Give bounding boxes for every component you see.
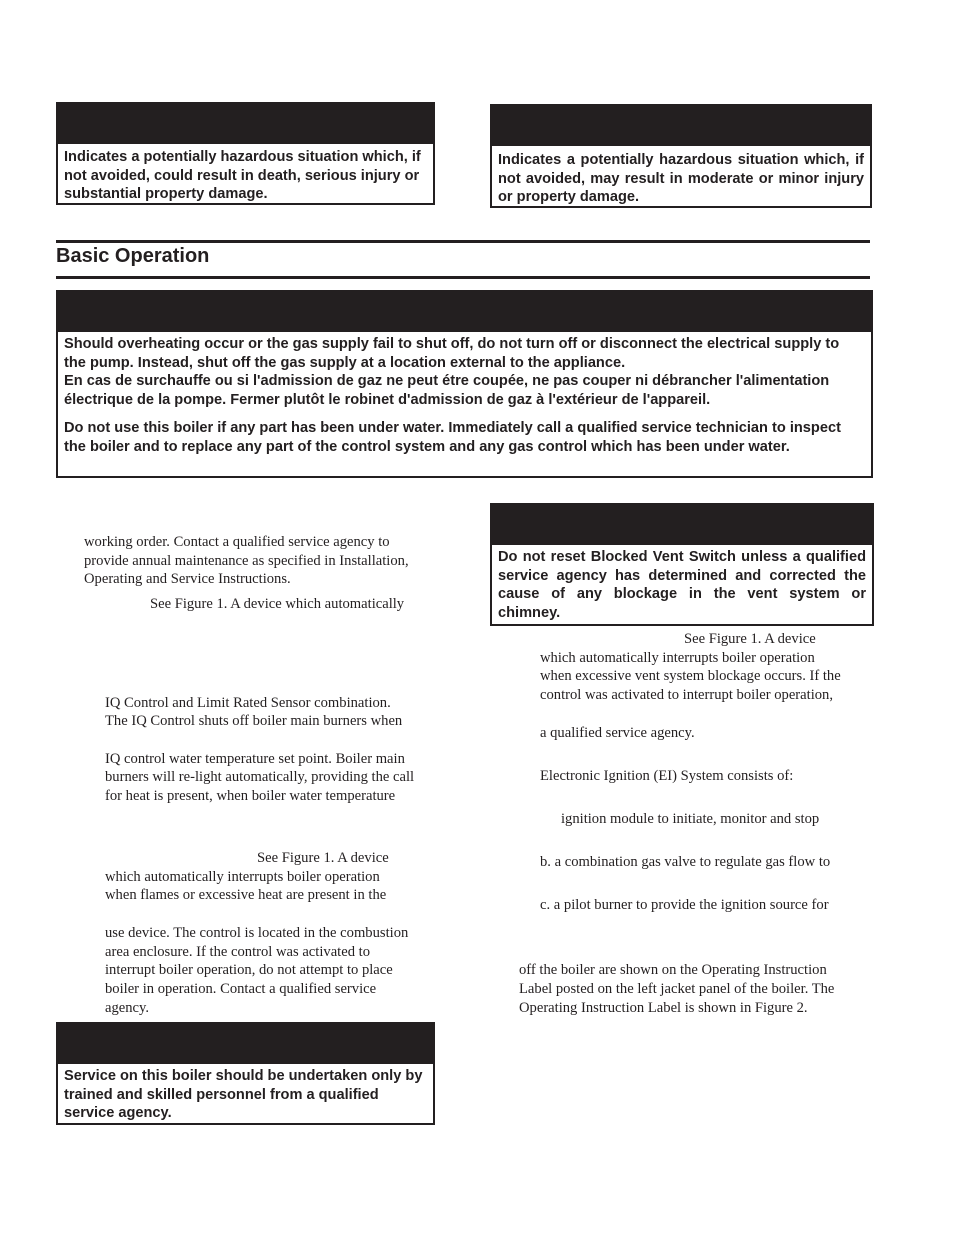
left-body-line: boiler in operation. Contact a qualified service — [105, 981, 377, 997]
right-body-line: Electronic Ignition (EI) System consists of: — [540, 768, 794, 784]
right-body-line: Label posted on the left jacket panel of the boiler. The — [519, 981, 835, 997]
left-body-line: for heat is present, when boiler water temperature — [105, 788, 396, 804]
left-body-line: agency. — [105, 1000, 150, 1016]
main-warning-water: Do not use this boiler if any part has been under water. Immediately call a qualified service technician to inspect the boiler and to replace any part of the control system and any gas control which has been under water. — [64, 420, 841, 455]
main-warning-french: En cas de surchauffe ou si l'admission de gaz ne peut étre coupée, ne pas couper ni débrancher l'alimentation électrique de la pompe. Fermer plutôt le robinet d'admission de gaz à l'extérieur de l'appareil. — [64, 373, 830, 408]
vent-warning-box — [490, 503, 874, 626]
right-body-line: which automatically interrupts boiler operation — [540, 650, 815, 666]
right-body-line: c. a pilot burner to provide the ignition source for — [540, 897, 829, 913]
caution-header-bar — [492, 106, 870, 146]
left-body-line: provide annual maintenance as specified in Installation, — [84, 553, 409, 569]
warning-header-bar — [58, 104, 433, 144]
caution-text: Indicates a potentially hazardous situation which, if not avoided, may result in moderate or minor injury or property damage. — [498, 152, 864, 206]
service-warning-header-bar — [58, 1024, 433, 1064]
left-body-line: See Figure 1. A device — [257, 850, 389, 866]
vent-warning-text: Do not reset Blocked Vent Switch unless a qualified service agency has determined and corrected the cause of any blockage in the vent system or chimney. — [498, 549, 866, 621]
left-body-line: The IQ Control shuts off boiler main burners when — [105, 713, 403, 729]
vent-warning-header-bar — [492, 505, 872, 545]
warning-box — [56, 102, 435, 205]
left-body-line: Operating and Service Instructions. — [84, 571, 291, 587]
main-warning-body — [58, 332, 871, 460]
right-body-line: See Figure 1. A device — [684, 631, 816, 647]
main-warning-english: Should overheating occur or the gas supply fail to shut off, do not turn off or disconnect the electrical supply to the pump. Instead, shut off the gas supply at a location external to the appliance. — [64, 336, 840, 371]
left-body-line: burners will re-light automatically, providing the call — [105, 769, 415, 785]
section-title: Basic Operation — [56, 245, 210, 267]
right-body-line: when excessive vent system blockage occurs. If the — [540, 668, 841, 684]
right-body-line: Operating Instruction Label is shown in Figure 2. — [519, 1000, 808, 1016]
left-body-line: IQ control water temperature set point. Boiler main — [105, 751, 405, 767]
right-body-line: control was activated to interrupt boiler operation, — [540, 687, 833, 703]
section-rule-top — [56, 240, 870, 243]
left-body-line: See Figure 1. A device which automatically — [150, 596, 405, 612]
main-warning-header-bar — [58, 292, 871, 332]
service-warning-box — [56, 1022, 435, 1125]
left-body-line: use device. The control is located in the combustion — [105, 925, 409, 941]
left-body-line: area enclosure. If the control was activated to — [105, 944, 370, 960]
right-body-line: a qualified service agency. — [540, 725, 695, 741]
right-body-line: b. a combination gas valve to regulate gas flow to — [540, 854, 831, 870]
caution-box — [490, 104, 872, 208]
left-body-line: when flames or excessive heat are present in the — [105, 887, 387, 903]
left-body-line: interrupt boiler operation, do not attempt to place — [105, 962, 393, 978]
left-body-line: working order. Contact a qualified service agency to — [84, 534, 390, 550]
warning-text: Indicates a potentially hazardous situation which, if not avoided, could result in death, serious injury or substantial property damage. — [64, 149, 421, 203]
section-rule-bottom — [56, 276, 870, 279]
right-body-line: ignition module to initiate, monitor and stop — [561, 811, 820, 827]
left-body-line: which automatically interrupts boiler operation — [105, 869, 380, 885]
right-body-line: off the boiler are shown on the Operating Instruction — [519, 962, 827, 978]
left-body-line: IQ Control and Limit Rated Sensor combination. — [105, 695, 391, 711]
service-warning-text: Service on this boiler should be undertaken only by trained and skilled personnel from a qualified service agency. — [64, 1068, 423, 1122]
main-warning-box — [56, 290, 873, 478]
